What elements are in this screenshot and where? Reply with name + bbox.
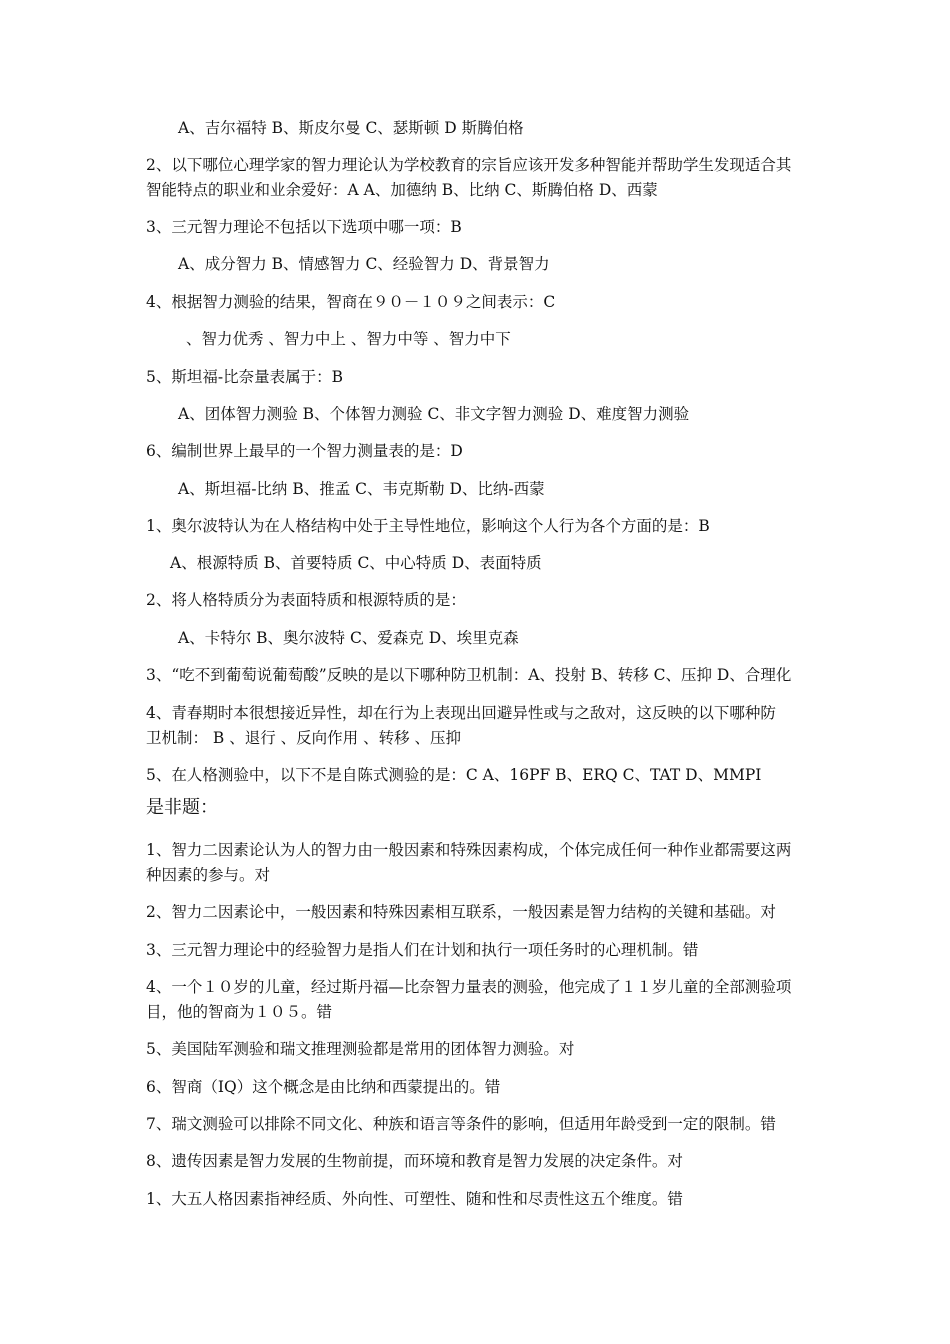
p5-question: 5、在人格测验中，以下不是自陈式测验的是：C A、16PF B、ERQ C、TAT D、MMPI <box>146 766 762 784</box>
tf6: 6、智商（IQ）这个概念是由比纳和西蒙提出的。错 <box>146 1078 501 1096</box>
q3-options: A、成分智力 B、情感智力 C、经验智力 D、背景智力 <box>178 255 550 273</box>
tf8: 8、遗传因素是智力发展的生物前提，而环境和教育是智力发展的决定条件。对 <box>146 1152 683 1170</box>
tf2: 2、智力二因素论中，一般因素和特殊因素相互联系，一般因素是智力结构的关键和基础。对 <box>146 903 776 921</box>
q6-options: A、斯坦福-比纳 B、推孟 C、韦克斯勒 D、比纳-西蒙 <box>178 480 545 498</box>
q4-question: 4、根据智力测验的结果，智商在９０－１０９之间表示：C <box>146 293 556 311</box>
tf-p1: 1、大五人格因素指神经质、外向性、可塑性、随和性和尽责性这五个维度。错 <box>146 1190 683 1208</box>
q4-options: 、智力优秀 、智力中上 、智力中等 、智力中下 <box>186 330 511 348</box>
q5-options: A、团体智力测验 B、个体智力测验 C、非文字智力测验 D、难度智力测验 <box>178 405 690 423</box>
p3-question: 3、“吃不到葡萄说葡萄酸”反映的是以下哪种防卫机制：A、投射 B、转移 C、压抑 D、合理化 <box>146 666 792 684</box>
p1-options: A、根源特质 B、首要特质 C、中心特质 D、表面特质 <box>170 554 542 572</box>
tf3: 3、三元智力理论中的经验智力是指人们在计划和执行一项任务时的心理机制。错 <box>146 941 699 959</box>
q6-question: 6、编制世界上最早的一个智力测量表的是：D <box>146 442 463 460</box>
p4-line1: 4、青春期时本很想接近异性，却在行为上表现出回避异性或与之敌对，这反映的以下哪种防 <box>146 704 776 722</box>
tf1-line1: 1、智力二因素论认为人的智力由一般因素和特殊因素构成，个体完成任何一种作业都需要这两 <box>146 841 792 859</box>
q2-line1: 2、以下哪位心理学家的智力理论认为学校教育的宗旨应该开发多种智能并帮助学生发现适合其 <box>146 156 792 174</box>
q3-question: 3、三元智力理论不包括以下选项中哪一项：B <box>146 218 462 236</box>
q1-options: A、吉尔福特 B、斯皮尔曼 C、瑟斯顿 D 斯腾伯格 <box>178 119 524 137</box>
q5-question: 5、斯坦福-比奈量表属于：B <box>146 368 343 386</box>
p1-question: 1、奥尔波特认为在人格结构中处于主导性地位，影响这个人行为各个方面的是：B <box>146 517 710 535</box>
p4-line2: 卫机制： B 、退行 、反向作用 、转移 、压抑 <box>146 729 462 747</box>
p2-question: 2、将人格特质分为表面特质和根源特质的是： <box>146 591 466 609</box>
tf4-line1: 4、一个１０岁的儿童，经过斯丹福—比奈智力量表的测验，他完成了１１岁儿童的全部测验项 <box>146 978 792 996</box>
tf5: 5、美国陆军测验和瑞文推理测验都是常用的团体智力测验。对 <box>146 1040 575 1058</box>
q2-line2: 智能特点的职业和业余爱好：A A、加德纳 B、比纳 C、斯腾伯格 D、西蒙 <box>146 181 658 199</box>
tf7: 7、瑞文测验可以排除不同文化、种族和语言等条件的影响，但适用年龄受到一定的限制。错 <box>146 1115 776 1133</box>
tf1-line2: 种因素的参与。对 <box>146 866 271 884</box>
tf4-line2: 目，他的智商为１０５。错 <box>146 1003 333 1021</box>
true-false-heading: 是非题： <box>146 797 218 818</box>
p2-options: A、卡特尔 B、奥尔波特 C、爱森克 D、埃里克森 <box>178 629 519 647</box>
